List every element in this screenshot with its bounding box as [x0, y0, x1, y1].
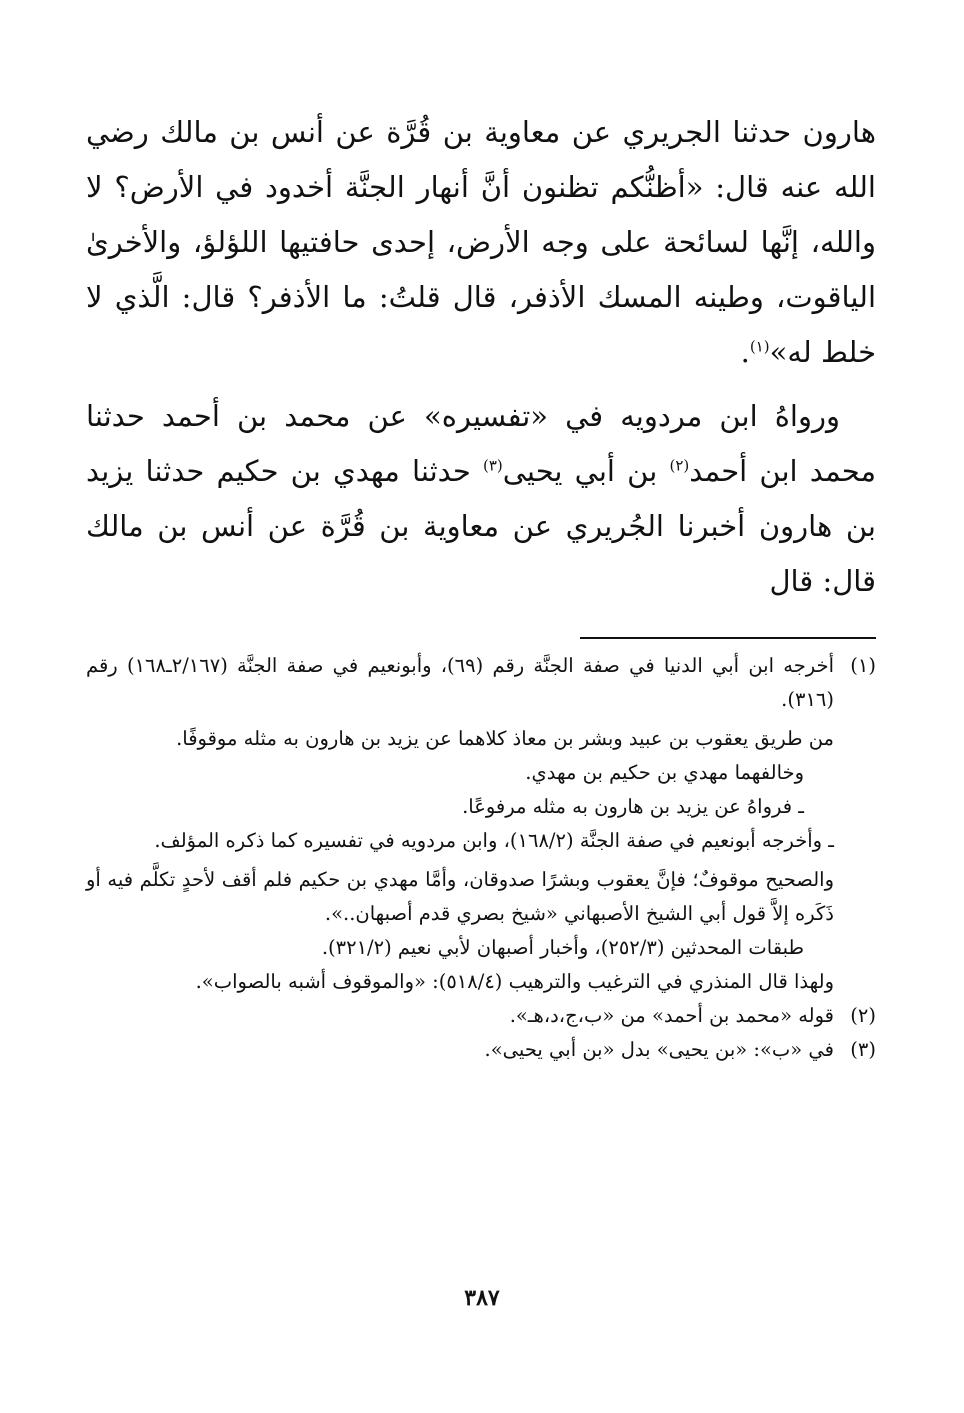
footnote-ref-2: (٢) [669, 456, 690, 475]
footnote-1-number: (١) [850, 654, 876, 677]
footnote-2-text: قوله «محمد بن أحمد» من «ب،ج،د،هـ». [509, 1004, 834, 1027]
footnote-1-line-6: والصحيح موقوفٌ؛ فإنَّ يعقوب وبشرًا صدوقان، وأمَّا مهدي بن حكيم فلم أقف لأحدٍ تكلَّم فيه أو ذَكَره إلاَّ قول أبي الشيخ الأصبهاني «شيخ بصري قدم أصبهان..». [86, 868, 834, 925]
paragraph-2-text-c: حدثنا مهدي بن حكيم حدثنا يزيد بن هارون أخبرنا الجُريري عن معاوية بن قُرَّة عن أنس بن مالك قال: قال [86, 454, 876, 598]
footnote-ref-3: (٣) [482, 456, 503, 475]
paragraph-2-text-a: ورواهُ ابن مردويه في «تفسيره» عن محمد بن أحمد حدثنا محمد ابن أحمد [86, 399, 876, 488]
paragraph-1-text: هارون حدثنا الجريري عن معاوية بن قُرَّة عن أنس بن مالك رضي الله عنه قال: «أظنُّكم تظنون أنَّ أنهار الجنَّة أخدود في الأرض؟ لا والله، إنَّها لسائحة على وجه الأرض، إحدى حافتيها اللؤلؤ، والأخرىٰ الياقوت، وطينه المسك الأذفر، قال قلتُ: ما الأذفر؟ قال: الَّذي لا خلط له» [86, 115, 876, 369]
footnote-1-line-4: ـ فرواهُ عن يزيد بن هارون به مثله مرفوعًا. [462, 795, 804, 818]
footnote-separator [580, 637, 876, 639]
footnote-ref-1: (١) [749, 337, 770, 356]
page-number: ٣٨٧ [464, 1285, 500, 1311]
footnote-1-line-2: من طريق يعقوب بن عبيد وبشر بن معاذ كلاهما عن يزيد بن هارون به مثله موقوفًا. [176, 727, 834, 750]
main-paragraph-1 [86, 105, 876, 380]
main-paragraph-2 [86, 389, 876, 609]
footnote-1-line-7: طبقات المحدثين (٢٥٢/٣)، وأخبار أصبهان لأبي نعيم (٣٢١/٢). [321, 936, 804, 959]
footnote-1-line-8: ولهذا قال المنذري في الترغيب والترهيب (٥١٨/٤): «والموقوف أشبه بالصواب». [195, 970, 834, 993]
footnote-1-line-5: ـ وأخرجه أبونعيم في صفة الجنَّة (١٦٨/٢)، وابن مردويه في تفسيره كما ذكره المؤلف. [154, 829, 834, 852]
main-text [86, 105, 876, 609]
page-body [86, 105, 876, 1067]
footnote-2 [86, 999, 876, 1033]
footnote-1 [86, 649, 876, 717]
footnote-3-text: في «ب»: «بن يحيى» بدل «بن أبي يحيى». [484, 1038, 834, 1061]
paragraph-2-text-b: بن أبي يحيى [502, 454, 670, 488]
footnote-2-number: (٢) [850, 1004, 876, 1027]
footnote-1-line-3: وخالفهما مهدي بن حكيم بن مهدي. [525, 761, 804, 784]
footnotes [86, 649, 876, 1067]
footnote-3-number: (٣) [850, 1038, 876, 1061]
paragraph-1-end: . [740, 335, 750, 369]
footnote-3 [86, 1033, 876, 1067]
footnote-1-text: أخرجه ابن أبي الدنيا في صفة الجنَّة رقم (٦٩)، وأبونعيم في صفة الجنَّة (٢/١٦٧ـ١٦٨) رقم (٣١٦). [86, 654, 834, 711]
